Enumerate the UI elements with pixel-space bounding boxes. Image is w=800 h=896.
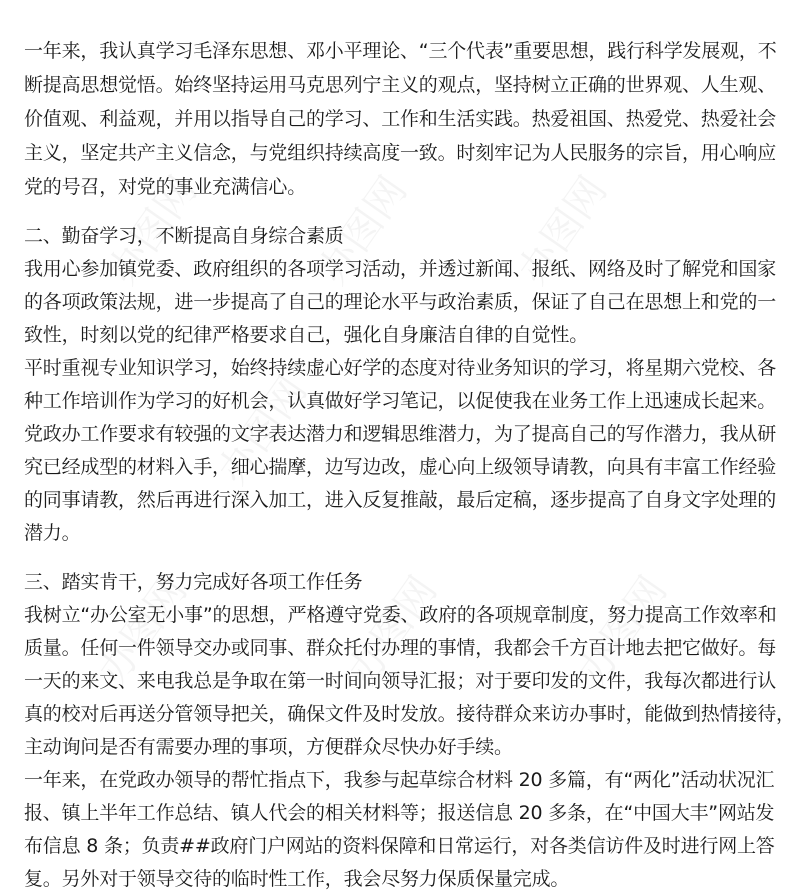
text-line: 断提高思想觉悟。始终坚持运用马克思列宁主义的观点，坚持树立正确的世界观、人生观、 [24,74,777,96]
text-line: 致性，时刻以党的纪律严格要求自己，强化自身廉洁自律的自觉性。 [24,324,589,346]
text-line: 一年来，在党政办领导的帮忙指点下，我参与起草综合材料 20 多篇，有“两化”活动状况汇 [24,769,775,791]
section-heading: 二、勤奋学习，不断提高自身综合素质 [24,225,344,247]
text-line: 我用心参加镇党委、政府组织的各项学习活动，并透过新闻、报纸、网络及时了解党和国家 [24,258,777,280]
text-line: 报、镇上半年工作总结、镇人代会的相关材料等；报送信息 20 多条，在“中国大丰”网站发 [24,802,775,824]
text-line: 潜力。 [24,522,81,544]
text-line: 主动询问是否有需要办理的事项，方便群众尽快办好手续。 [24,736,513,758]
text-line: 我树立“办公室无小事”的思想，严格遵守党委、政府的各项规章制度，努力提高工作效率和 [24,604,777,626]
text-line: 党政办工作要求有较强的文字表达潜力和逻辑思维潜力，为了提高自己的写作潜力，我从研 [24,423,777,445]
text-line: 主义，坚定共产主义信念，与党组织持续高度一致。时刻牢记为人民服务的宗旨，用心响应 [24,142,777,164]
text-line: 究已经成型的材料入手，细心揣摩，边写边改，虚心向上级领导请教，向具有丰富工作经验 [24,456,777,478]
text-line: 的各项政策法规，进一步提高了自己的理论水平与政治素质，保证了自己在思想上和党的一 [24,291,777,313]
text-line: 布信息 8 条；负责##政府门户网站的资料保障和日常运行，对各类信访件及时进行网上答 [24,835,775,857]
text-line: 种工作培训作为学习的好机会，认真做好学习笔记，以促使我在业务工作上迅速成长起来。 [24,390,777,412]
text-line: 一天的来文、来电我总是争取在第一时间向领导汇报；对于要印发的文件，我每次都进行认 [24,670,777,692]
section-heading: 三、踏实肯干，努力完成好各项工作任务 [24,571,363,593]
text-line: 一年来，我认真学习毛泽东思想、邓小平理论、“三个代表”重要思想，践行科学发展观，不 [24,40,777,62]
text-line: 党的号召，对党的事业充满信心。 [24,176,307,198]
text-line: 真的校对后再送分管领导把关，确保文件及时发放。接待群众来访办事时，能做到热情接待， [24,703,795,725]
text-line: 复。另外对于领导交待的临时性工作，我会尽努力保质保量完成。 [24,868,570,890]
text-line: 质量。任何一件领导交办或同事、群众托付办理的事情，我都会千方百计地去把它做好。每 [24,637,777,659]
text-line: 的同事请教，然后再进行深入加工，进入反复推敲，最后定稿，逐步提高了自身文字处理的 [24,489,777,511]
text-line: 价值观、利益观，并用以指导自己的学习、工作和生活实践。热爱祖国、热爱党、热爱社会 [24,108,777,130]
text-line: 平时重视专业知识学习，始终持续虚心好学的态度对待业务知识的学习，将星期六党校、各 [24,357,777,379]
